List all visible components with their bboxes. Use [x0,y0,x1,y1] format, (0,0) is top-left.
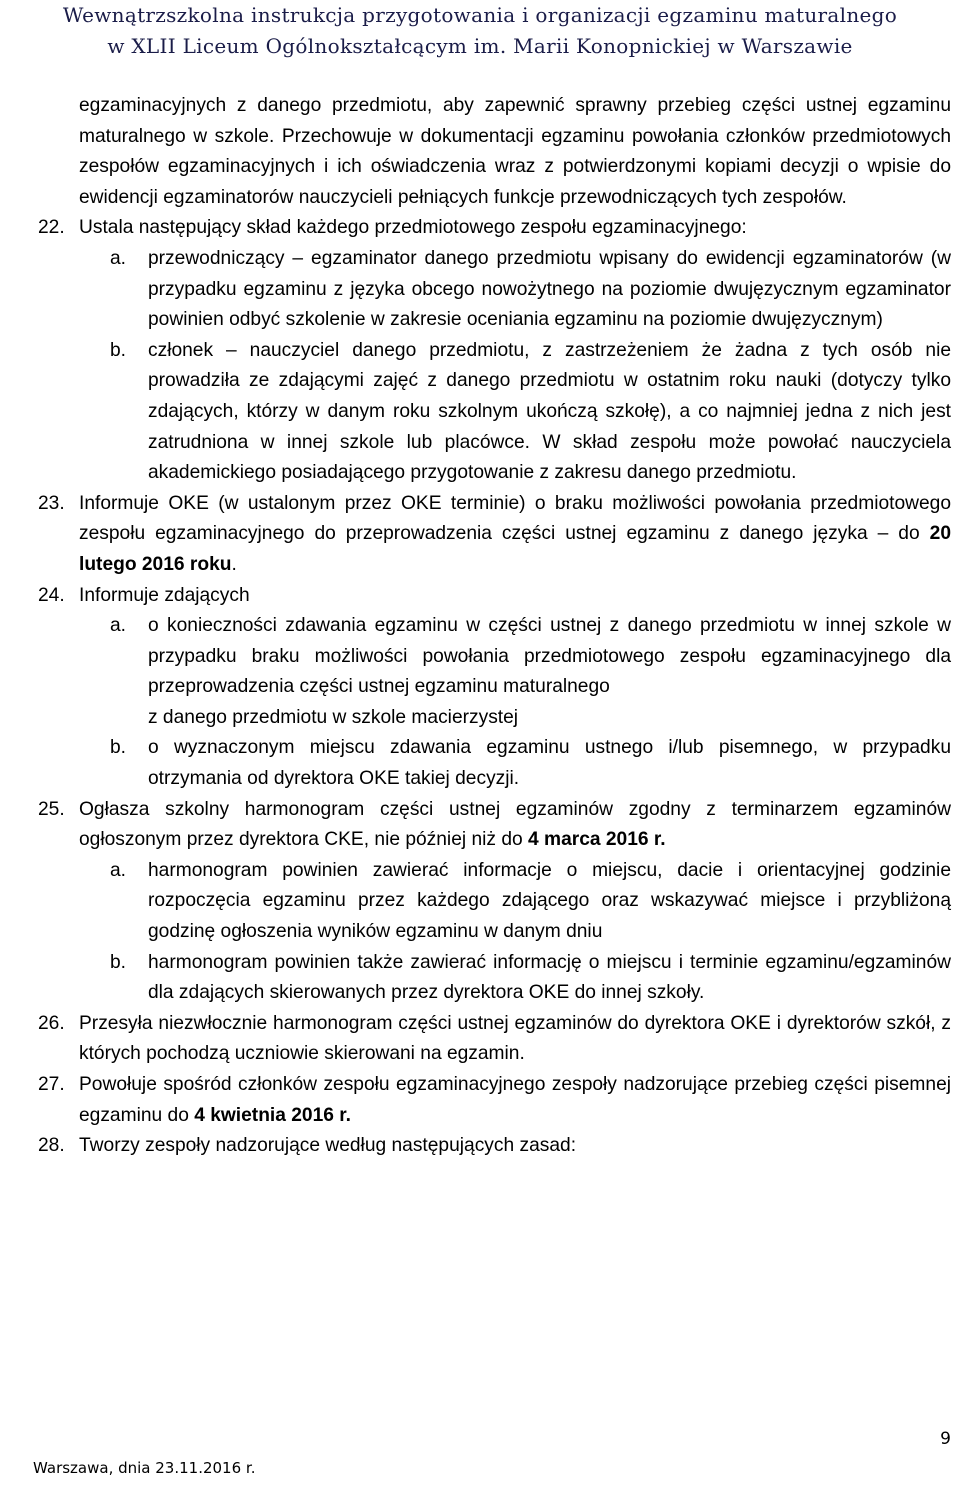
item-number: 26. [38,1012,65,1034]
item-number: 28. [38,1135,65,1157]
list-item-25 [0,795,960,856]
list-subitem-24a [0,611,960,703]
deadline-date: 4 marca 2016 r. [528,829,666,851]
subitem-label: a. [110,859,127,881]
subitem-text: członek – nauczyciel danego przedmiotu, z zastrzeżeniem że żadna z tych osób nie prowadziła ze zdającymi zajęć z danego przedmiotu w ostatnim roku nauki (dotyczy tylko zdających, którzy w danym roku szkolnym ukończą szkołę), a co najmniej jedna z nich jest zatrudniona w innej szkole lub placówce. W skład zespołu może powołać nauczyciela akademickiego posiadającego przygotowanie z zakresu danego przedmiotu. [148,339,951,484]
item-text: Informuje zdających [79,584,250,606]
document-body [0,91,960,1162]
subitem-text: przewodniczący – egzaminator danego przedmiotu wpisany do ewidencji egzaminatorów (w przypadku egzaminu z języka obcego nowożytnego na poziomie dwujęzycznym egzaminator powinien odbyć szkolenie w zakresie oceniania egzaminu na poziomie dwujęzycznym) [148,247,951,331]
item-number: 23. [38,492,65,514]
subitem-text: o konieczności zdawania egzaminu w części ustnej z danego przedmiotu w innej szkole w przypadku braku możliwości powołania przedmiotowego zespołu egzaminacyjnego dla przeprowadzenia części ustnej egzaminu maturalnego [148,615,951,698]
subitem-text: o wyznaczonym miejscu zdawania egzaminu ustnego i/lub pisemnego, w przypadku otrzymania od dyrektora OKE takiej decyzji. [148,737,951,790]
list-item-27 [0,1070,960,1131]
item-text: Ustala następujący skład każdego przedmiotowego zespołu egzaminacyjnego: [79,217,747,239]
subitem-label: b. [110,737,127,759]
subitem-label: b. [110,339,127,361]
header-line-1: Wewnątrzszkolna instrukcja przygotowania i organizacji egzaminu maturalnego [62,3,898,27]
intro-paragraph: egzaminacyjnych z danego przedmiotu, aby zapewnić sprawny przebieg części ustnej egzaminu maturalnego w szkole. Przechowuje w dokumentacji egzaminu powołania członków przedmiotowych zespołów egzaminacyjnych i ich oświadczenia wraz z potwierdzonymi kopiami decyzji o wpisie do ewidencji egzaminatorów nauczycieli pełniących funkcje przewodniczących tych zespołów. [79,95,951,208]
subitem-label: b. [110,951,127,973]
list-subitem-22a [0,244,960,336]
subitem-text: harmonogram powinien zawierać informacje o miejscu, dacie i orientacyjnej godzinie rozpoczęcia egzaminu przez każdego zdającego oraz wskazywać miejsce i przybliżoną godzinę ogłoszenia wyników egzaminu w danym dniu [148,859,951,943]
deadline-date: 4 kwietnia 2016 r. [194,1104,352,1126]
subitem-text: harmonogram powinien także zawierać informację o miejscu i terminie egzaminu/egzaminów dla zdających skierowanych przez dyrektora OKE do innej szkoły. [148,951,951,1004]
list-item-28 [0,1131,960,1162]
list-subitem-22b [0,336,960,489]
list-subitem-24b [0,733,960,794]
page-number: 9 [940,1429,951,1449]
item-number: 27. [38,1074,65,1095]
item-text-end: . [231,553,237,575]
header-line-2: w XLII Liceum Ogólnokształcącym im. Marii Konopnickiej w Warszawie [107,34,853,58]
list-subitem-25a [0,856,960,948]
list-item-26 [0,1009,960,1070]
list-item-23 [0,489,960,581]
item-text: Ogłasza szkolny harmonogram części ustnej egzaminów zgodny z terminarzem egzaminów ogłoszonym przez dyrektora CKE, nie później niż do [79,798,951,851]
list-item-24 [0,581,960,612]
item-text: Tworzy zespoły nadzorujące według następujących zasad: [79,1135,577,1157]
subitem-label: a. [110,247,127,269]
list-subitem-25b [0,948,960,1009]
page-footer: Warszawa, dnia 23.11.2016 r. [33,1459,256,1477]
item-number: 25. [38,798,65,820]
page-header [0,0,960,64]
item-text: Informuje OKE (w ustalonym przez OKE terminie) o braku możliwości powołania przedmiotowego zespołu egzaminacyjnego do przeprowadzenia części ustnej egzaminu z danego języka – do [79,492,951,545]
deadline-date: 20 lutego 2016 roku [79,523,951,575]
list-subitem-24a-continuation: z danego przedmiotu w szkole macierzystej [148,706,519,728]
subitem-label: a. [110,615,127,637]
item-number: 24. [38,584,65,606]
item-text: Przesyła niezwłocznie harmonogram części ustnej egzaminów do dyrektora OKE i dyrektorów szkół, z których pochodzą uczniowie skierowani na egzamin. [79,1012,951,1065]
list-item-22 [0,213,960,244]
item-text: Powołuje spośród członków zespołu egzaminacyjnego zespoły nadzorujące przebieg części pisemnej egzaminu do [79,1074,951,1126]
item-number: 22. [38,217,65,239]
